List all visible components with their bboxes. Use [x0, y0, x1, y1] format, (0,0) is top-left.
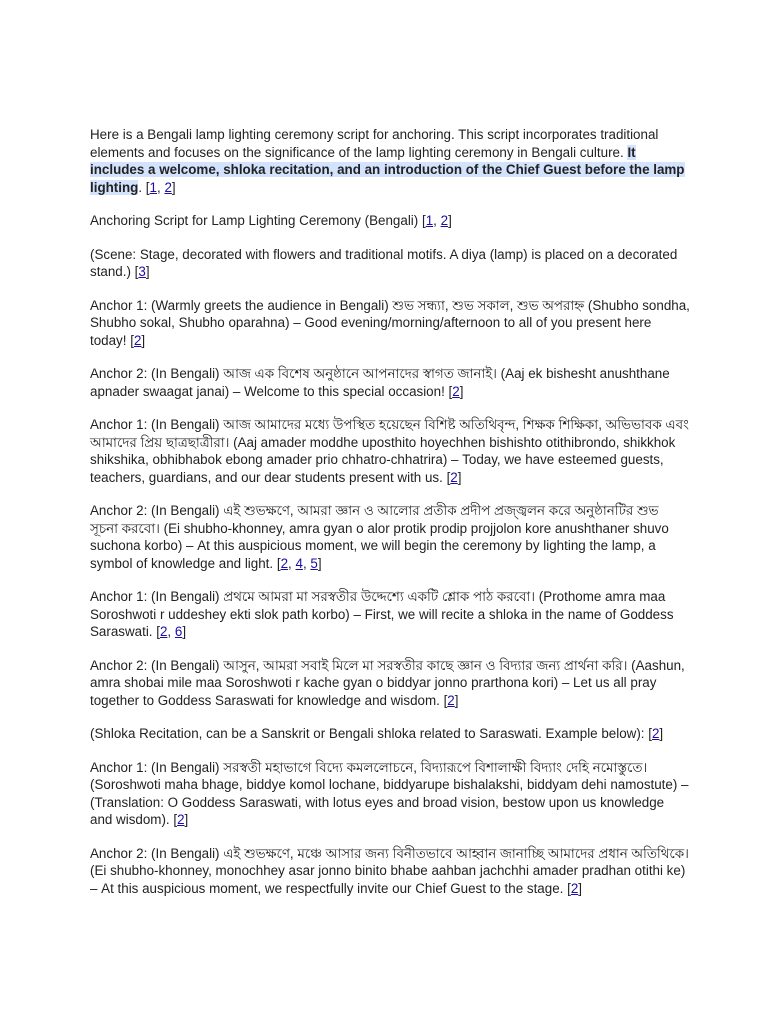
script-paragraph: Anchor 1: (In Bengali) আজ আমাদের মধ্যে উপস্থিত হয়েছেন বিশিষ্ট অতিথিবৃন্দ, শিক্ষক শিক্ষিকা, অভিভাবক এবং আমাদের প্রিয় ছাত্রছাত্রীরা। (Aaj amader moddhe uposthito hoyechhen bishishto otithibrondo, shikkhok shikshika, obhibhabok ebong amader prio chhatro-chhatrira) – Today, we have esteemed guests, teachers, guardians, and our dear students present with us. [2] — [90, 417, 689, 485]
document-body — [90, 126, 690, 913]
paragraph-text: Here is a Bengali lamp lighting ceremony script for anchoring. This script incorporates traditional elements and focuses on the significance of the lamp lighting ceremony in Bengali culture. — [90, 127, 659, 160]
script-paragraph: Anchor 2: (In Bengali) এই শুভক্ষণে, আমরা জ্ঞান ও আলোর প্রতীক প্রদীপ প্রজ্জ্বলন করে অনুষ্ঠানটির শুভ সূচনা করবো। (Ei shubho-khonney, amra gyan o alor protik prodip projjolon kore anushthaner shuvo suchona korbo) – At this auspicious moment, we will begin the ceremony by lighting the lamp, a symbol of knowledge and light. [2, 4, 5] — [90, 503, 669, 571]
paragraph-text: (Shloka Recitation, can be a Sanskrit or Bengali shloka related to Saraswati. Example below): — [90, 726, 649, 741]
citation-link[interactable]: 2 — [164, 179, 172, 195]
paragraph-text: Anchor 1: (In Bengali) প্রথমে আমরা মা সরস্বতীর উদ্দেশ্যে একটি শ্লোক পাঠ করবো। (Prothome amra maa Soroshwoti r uddeshey ekti slok path korbo) – First, we will recite a shloka in the name of Goddess Saraswati. — [90, 589, 674, 639]
paragraph-text: Anchor 2: (In Bengali) এই শুভক্ষণে, আমরা জ্ঞান ও আলোর প্রতীক প্রদীপ প্রজ্জ্বলন করে অনুষ্ঠানটির শুভ সূচনা করবো। (Ei shubho-khonney, amra gyan o alor protik prodip projjolon kore anushthaner shuvo suchona korbo) – At this auspicious moment, we will begin the ceremony by lighting the lamp, a symbol of knowledge and light. — [90, 503, 669, 571]
citation-link[interactable]: 6 — [174, 624, 183, 639]
script-paragraph: (Scene: Stage, decorated with flowers and traditional motifs. A diya (lamp) is placed on a decorated stand.) [3] — [90, 246, 678, 279]
citation-link[interactable]: 2 — [133, 332, 142, 348]
citation-link[interactable]: 4 — [295, 555, 303, 571]
citation-link[interactable]: 2 — [177, 812, 185, 827]
script-paragraph: Anchor 1: (Warmly greets the audience in Bengali) শুভ সন্ধ্যা, শুভ সকাল, শুভ অপরাহ্ন (Shubho sondha, Shubho sokal, Shubho oparahna) – Good evening/morning/afternoon to all of you present here today! [2] — [90, 297, 690, 348]
paragraph-text: Anchor 1: (In Bengali) আজ আমাদের মধ্যে উপস্থিত হয়েছেন বিশিষ্ট অতিথিবৃন্দ, শিক্ষক শিক্ষিকা, অভিভাবক এবং আমাদের প্রিয় ছাত্রছাত্রীরা। (Aaj amader moddhe uposthito hoyechhen bishishto otithibrondo, shikkhok shikshika, obhibhabok ebong amader prio chhatro-chhatrira) – Today, we have esteemed guests, teachers, guardians, and our dear students present with us. — [90, 417, 689, 485]
script-paragraph: Anchor 2: (In Bengali) আসুন, আমরা সবাই মিলে মা সরস্বতীর কাছে জ্ঞান ও বিদ্যার জন্য প্রার্থনা করি। (Aashun, amra shobai mile maa Soroshwoti r kache gyan o biddyar jonno prarthona kori) – Let us all pray together to Goddess Saraswati for knowledge and wisdom. [2] — [90, 657, 685, 708]
citation-link[interactable]: 2 — [570, 880, 579, 896]
paragraph-text: (Scene: Stage, decorated with flowers and traditional motifs. A diya (lamp) is placed on a decorated stand.) — [90, 246, 678, 279]
script-paragraph: Anchoring Script for Lamp Lighting Ceremony (Bengali) [1, 2] — [90, 213, 452, 228]
paragraph-text: Anchor 1: (Warmly greets the audience in Bengali) শুভ সন্ধ্যা, শুভ সকাল, শুভ অপরাহ্ন (Shubho sondha, Shubho sokal, Shubho oparahna) – Good evening/morning/afternoon to all of you present here today! — [90, 297, 690, 348]
highlighted-text: It includes a welcome, shloka recitation, and an introduction of the Chief Guest before the lamp lighting — [90, 144, 685, 195]
citation-link[interactable]: 2 — [450, 469, 458, 485]
citation-link[interactable]: 1 — [425, 213, 434, 228]
script-paragraph: (Shloka Recitation, can be a Sanskrit or Bengali shloka related to Saraswati. Example below): [2] — [90, 726, 664, 741]
paragraph-text: Anchor 1: (In Bengali) সরস্বতী মহাভাগে বিদ্যে কমললোচনে, বিদ্যারূপে বিশালাক্ষী বিদ্যাং দেহি নমোস্তুতে। (Soroshwoti maha bhage, biddye komol lochane, biddyarupe bishalakshi, biddyam dehi namostute) – (Translation: O Goddess Saraswati, with lotus eyes and broad vision, bestow upon us knowledge and wisdom). — [90, 759, 689, 827]
citation-link[interactable]: 2 — [159, 624, 168, 639]
paragraph-text: Anchor 2: (In Bengali) এই শুভক্ষণে, মঞ্চে আসার জন্য বিনীতভাবে আহ্বান জানাচ্ছি আমাদের প্রধান অতিথিকে। (Ei shubho-khonney, monochhey asar jonno binito bhabe aahban jachchhi amader pradhan otithi ke) – At this auspicious moment, we respectfully invite our Chief Guest to the stage. — [90, 845, 689, 896]
script-paragraph: Anchor 1: (In Bengali) প্রথমে আমরা মা সরস্বতীর উদ্দেশ্যে একটি শ্লোক পাঠ করবো। (Prothome amra maa Soroshwoti r uddeshey ekti slok path korbo) – First, we will recite a shloka in the name of Goddess Saraswati. [2, 6] — [90, 589, 674, 639]
script-paragraph: Anchor 1: (In Bengali) সরস্বতী মহাভাগে বিদ্যে কমললোচনে, বিদ্যারূপে বিশালাক্ষী বিদ্যাং দেহি নমোস্তুতে। (Soroshwoti maha bhage, biddye komol lochane, biddyarupe bishalakshi, biddyam dehi namostute) – (Translation: O Goddess Saraswati, with lotus eyes and broad vision, bestow upon us knowledge and wisdom). [2] — [90, 759, 689, 827]
citation-link[interactable]: 2 — [440, 213, 449, 228]
paragraph-text: Anchor 2: (In Bengali) আজ এক বিশেষ অনুষ্ঠানে আপনাদের স্বাগত জানাই। (Aaj ek bishesht anushthane apnader swaagat janai) – Welcome to this special occasion! — [90, 366, 670, 399]
paragraph-text: . — [138, 179, 146, 195]
script-paragraph: Here is a Bengali lamp lighting ceremony script for anchoring. This script incorporates traditional elements and focuses on the significance of the lamp lighting ceremony in Bengali culture. It includes a welcome, shloka recitation, and an introduction of the Chief Guest before the lamp lighting. [1, 2] — [90, 127, 685, 195]
citation-link[interactable]: 3 — [138, 264, 146, 279]
citation-link[interactable]: 2 — [280, 555, 289, 571]
paragraph-text: Anchor 2: (In Bengali) আসুন, আমরা সবাই মিলে মা সরস্বতীর কাছে জ্ঞান ও বিদ্যার জন্য প্রার্থনা করি। (Aashun, amra shobai mile maa Soroshwoti r kache gyan o biddyar jonno prarthona kori) – Let us all pray together to Goddess Saraswati for knowledge and wisdom. — [90, 657, 685, 708]
script-paragraph: Anchor 2: (In Bengali) এই শুভক্ষণে, মঞ্চে আসার জন্য বিনীতভাবে আহ্বান জানাচ্ছি আমাদের প্রধান অতিথিকে। (Ei shubho-khonney, monochhey asar jonno binito bhabe aahban jachchhi amader pradhan otithi ke) – At this auspicious moment, we respectfully invite our Chief Guest to the stage. [2] — [90, 845, 689, 896]
citation-link[interactable]: 2 — [452, 383, 460, 399]
citation-link[interactable]: 2 — [447, 692, 455, 708]
citation-link[interactable]: 5 — [310, 555, 318, 571]
script-paragraph: Anchor 2: (In Bengali) আজ এক বিশেষ অনুষ্ঠানে আপনাদের স্বাগত জানাই। (Aaj ek bishesht anushthane apnader swaagat janai) – Welcome to this special occasion! [2] — [90, 366, 670, 399]
paragraph-text: Anchoring Script for Lamp Lighting Ceremony (Bengali) — [90, 213, 422, 228]
citation-link[interactable]: 2 — [651, 726, 660, 741]
citation-link[interactable]: 1 — [149, 179, 157, 195]
